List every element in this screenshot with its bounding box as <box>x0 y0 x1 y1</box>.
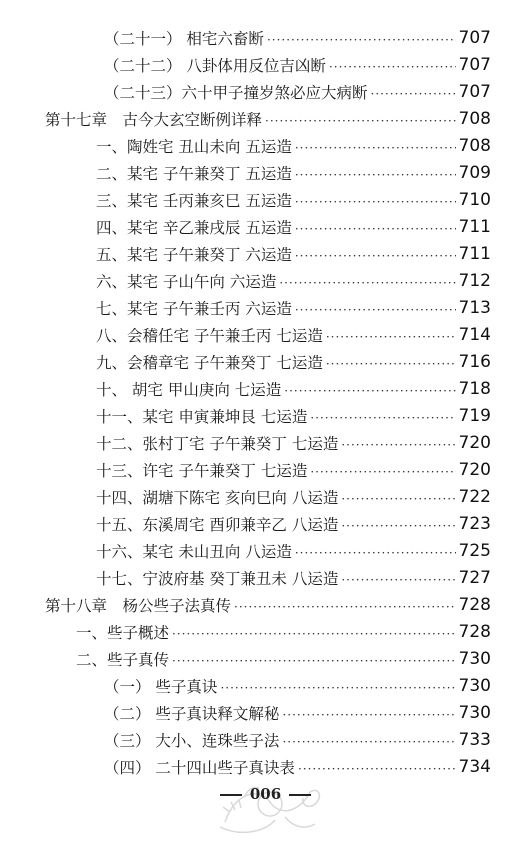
footer-dash-right <box>289 794 311 796</box>
toc-page-number: 708 <box>458 135 491 156</box>
toc-entry-row[interactable] <box>0 456 531 483</box>
toc-page-number: 714 <box>458 324 491 345</box>
toc-entry-title: 十七、宁波府基 癸丁兼丑未 八运造 <box>96 569 339 588</box>
dot-leader <box>172 627 456 641</box>
toc-chapter-row[interactable] <box>0 591 531 618</box>
dot-leader <box>220 681 455 695</box>
toc-page-number: 722 <box>458 486 491 507</box>
toc-entry-title: 七、某宅 子午兼壬丙 六运造 <box>96 299 292 318</box>
dot-leader <box>265 114 456 128</box>
dot-leader <box>326 330 456 344</box>
toc-entry-row[interactable] <box>0 672 531 699</box>
toc-entry-title: 第十七章 古今大玄空断例详释 <box>45 110 263 129</box>
toc-page-number: 720 <box>458 432 491 453</box>
toc-page-number: 720 <box>458 459 491 480</box>
dot-leader <box>310 465 455 479</box>
dot-leader <box>295 249 456 263</box>
toc-page-number: 733 <box>458 729 491 750</box>
toc-entry-row[interactable] <box>0 348 531 375</box>
toc-page-number: 728 <box>458 594 491 615</box>
toc-entry-title: 十三、许宅 子午兼癸丁 七运造 <box>96 461 308 480</box>
toc-entry-title: 十一、某宅 申寅兼坤艮 七运造 <box>96 407 308 426</box>
toc-entry-row[interactable] <box>0 429 531 456</box>
dot-leader <box>279 276 455 290</box>
dot-leader <box>341 573 455 587</box>
toc-entry-title: 一、些子概述 <box>76 623 170 642</box>
dragon-watermark-icon <box>205 772 335 842</box>
toc-page-number: 727 <box>458 567 491 588</box>
toc-entry-title: （四） 二十四山些子真诀表 <box>104 758 295 777</box>
toc-entry-title: 八、会稽任宅 子午兼壬丙 七运造 <box>96 326 323 345</box>
dot-leader <box>371 87 456 101</box>
toc-page-number: 711 <box>458 216 491 237</box>
toc-page-number: 730 <box>458 675 491 696</box>
toc-page-number: 712 <box>458 270 491 291</box>
dot-leader <box>295 222 456 236</box>
toc-page-number: 710 <box>458 189 491 210</box>
toc-entry-title: 十五、东溪周宅 酉卯兼辛乙 八运造 <box>96 515 339 534</box>
toc-entry-title: （三） 大小、连珠些子法 <box>104 731 280 750</box>
toc-page-number: 708 <box>458 108 491 129</box>
toc-page-number: 734 <box>458 756 491 777</box>
toc-page-number: 707 <box>458 54 491 75</box>
toc-entry-row[interactable] <box>0 375 531 402</box>
toc-entry-title: 四、某宅 辛乙兼戌辰 五运造 <box>96 218 292 237</box>
toc-page-number: 718 <box>458 378 491 399</box>
page-number: 006 <box>249 785 282 803</box>
toc-page-number: 728 <box>458 621 491 642</box>
toc-entry-row[interactable] <box>0 564 531 591</box>
dot-leader <box>284 384 455 398</box>
toc-entry-title: 一、陶姓宅 丑山未向 五运造 <box>96 137 292 156</box>
toc-chapter-row[interactable] <box>0 105 531 132</box>
toc-page-number: 725 <box>458 540 491 561</box>
toc-page-number: 707 <box>458 81 491 102</box>
toc-entry-row[interactable] <box>0 51 531 78</box>
dot-leader <box>295 303 456 317</box>
dot-leader <box>282 735 455 749</box>
toc-page-number: 716 <box>458 351 491 372</box>
toc-entry-title: （二十二） 八卦体用反位吉凶断 <box>104 56 326 75</box>
dot-leader <box>234 600 456 614</box>
toc-entry-title: 三、某宅 壬丙兼亥巳 五运造 <box>96 191 292 210</box>
toc-entry-row[interactable] <box>0 132 531 159</box>
dot-leader <box>329 60 456 74</box>
toc-entry-row[interactable] <box>0 645 531 672</box>
toc-entry-row[interactable] <box>0 213 531 240</box>
toc-entry-row[interactable] <box>0 726 531 753</box>
dot-leader <box>295 546 456 560</box>
toc-page-number: 713 <box>458 297 491 318</box>
dot-leader <box>326 357 456 371</box>
toc-page-number: 730 <box>458 702 491 723</box>
toc-entry-row[interactable] <box>0 537 531 564</box>
toc-entry-title: （二十一） 相宅六畜断 <box>104 29 264 48</box>
toc-entry-title: 六、某宅 子山午向 六运造 <box>96 272 277 291</box>
toc-entry-row[interactable] <box>0 240 531 267</box>
toc-entry-title: 十二、张村丁宅 子午兼癸丁 七运造 <box>96 434 339 453</box>
toc-page-number: 730 <box>458 648 491 669</box>
toc-page-number: 723 <box>458 513 491 534</box>
table-of-contents <box>0 24 531 780</box>
toc-entry-title: （一） 些子真诀 <box>104 677 218 696</box>
dot-leader <box>282 708 455 722</box>
toc-entry-title: 五、某宅 子午兼癸丁 六运造 <box>96 245 292 264</box>
toc-entry-title: 九、会稽章宅 子午兼癸丁 七运造 <box>96 353 323 372</box>
dot-leader <box>172 654 456 668</box>
toc-entry-row[interactable] <box>0 78 531 105</box>
toc-entry-row[interactable] <box>0 321 531 348</box>
toc-entry-row[interactable] <box>0 24 531 51</box>
toc-entry-row[interactable] <box>0 402 531 429</box>
dot-leader <box>310 411 455 425</box>
toc-entry-row[interactable] <box>0 699 531 726</box>
toc-entry-title: 十六、某宅 未山丑向 八运造 <box>96 542 292 561</box>
toc-entry-title: 第十八章 杨公些子法真传 <box>45 596 232 615</box>
toc-entry-row[interactable] <box>0 618 531 645</box>
toc-entry-title: （二） 些子真诀释文解秘 <box>104 704 280 723</box>
toc-page-number: 719 <box>458 405 491 426</box>
toc-entry-row[interactable] <box>0 159 531 186</box>
dot-leader <box>295 141 456 155</box>
toc-page-number: 707 <box>458 27 491 48</box>
toc-entry-title: （二十三）六十甲子撞岁煞必应大病断 <box>104 83 368 102</box>
toc-entry-row[interactable] <box>0 294 531 321</box>
dot-leader <box>267 33 456 47</box>
toc-entry-title: 二、某宅 子午兼癸丁 五运造 <box>96 164 292 183</box>
toc-entry-row[interactable] <box>0 510 531 537</box>
dot-leader <box>341 438 455 452</box>
toc-entry-row[interactable] <box>0 267 531 294</box>
toc-entry-title: 十四、湖塘下陈宅 亥向巳向 八运造 <box>96 488 339 507</box>
toc-entry-row[interactable] <box>0 483 531 510</box>
dot-leader <box>295 168 456 182</box>
dot-leader <box>341 519 455 533</box>
toc-entry-title: 十、 胡宅 甲山庚向 七运造 <box>96 380 282 399</box>
toc-entry-row[interactable] <box>0 186 531 213</box>
dot-leader <box>341 492 455 506</box>
footer-dash-left <box>220 794 242 796</box>
toc-page-number: 711 <box>458 243 491 264</box>
dot-leader <box>295 195 456 209</box>
toc-page-number: 709 <box>458 162 491 183</box>
page-footer <box>0 785 531 803</box>
toc-entry-title: 二、些子真传 <box>76 650 170 669</box>
